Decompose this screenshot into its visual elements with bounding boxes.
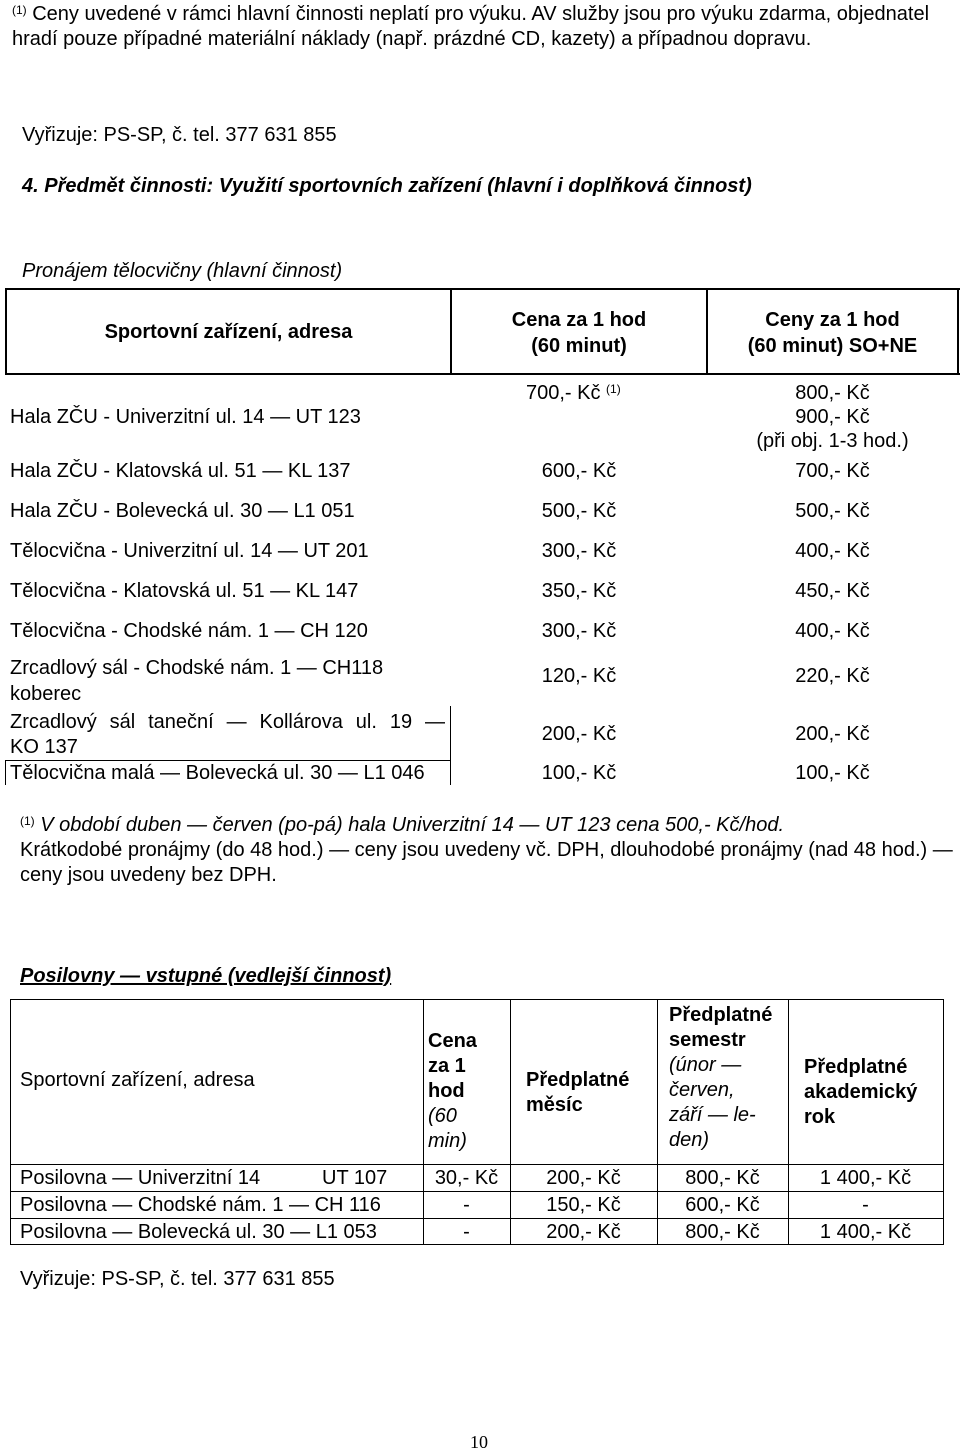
gym-row-price: 30,- Kč <box>434 1167 499 1189</box>
gym-header-facility: Sportovní zařízení, adresa <box>20 1069 255 1091</box>
table-row-weekend: 200,- Kč <box>795 723 870 745</box>
table-row-name: Tělocvična - Klatovská ul. 51 — KL 147 <box>10 580 359 602</box>
gym-row-name: Posilovna — Univerzitní 14 <box>20 1167 261 1189</box>
page-number: 10 <box>470 1432 488 1452</box>
table-row-price: 600,- Kč <box>541 460 617 482</box>
table-row-weekend: 800,- Kč <box>795 382 870 404</box>
table-row-weekend: 450,- Kč <box>795 580 870 602</box>
table-row-weekend: 900,- Kč <box>795 406 870 428</box>
table-row-name: Hala ZČU - Klatovská ul. 51 — KL 137 <box>10 460 351 482</box>
table-row-price: 300,- Kč <box>541 620 617 642</box>
gym-row-month: 150,- Kč <box>546 1194 621 1216</box>
gym-row-semester: 800,- Kč <box>685 1221 760 1243</box>
gym-row-code: UT 107 <box>322 1167 388 1189</box>
gym-row-semester: 800,- Kč <box>685 1167 760 1189</box>
table-row-name: Tělocvična - Chodské nám. 1 — CH 120 <box>10 620 368 642</box>
table-row-price: 500,- Kč <box>541 500 617 522</box>
gym-header-year: Předplatné akademický rok <box>804 1056 918 1128</box>
table-row-name: Hala ZČU - Bolevecká ul. 30 — L1 051 <box>10 500 355 522</box>
table-header-facility: Sportovní zařízení, adresa <box>104 321 353 343</box>
table-row-name-sub: KO 137 <box>10 736 78 758</box>
table-row-name: Tělocvična - Univerzitní ul. 14 — UT 201 <box>10 540 369 562</box>
gym-row-price: - <box>463 1221 470 1243</box>
table-row-weekend: 400,- Kč <box>795 620 870 642</box>
table-row-weekend: 100,- Kč <box>795 762 870 784</box>
table-row-name-sub: koberec <box>10 683 82 705</box>
table-row-name: Hala ZČU - Univerzitní ul. 14 — UT 123 <box>10 406 361 428</box>
table-row-weekend: 500,- Kč <box>795 500 870 522</box>
gym-row-semester: 600,- Kč <box>685 1194 760 1216</box>
gym-header-semester: Předplatné semestr (únor — červen, září — le- den) <box>669 1004 773 1151</box>
gym-header-price: Cena za 1 hod (60 min) <box>428 1030 477 1152</box>
table-row-weekend: 700,- Kč <box>795 460 870 482</box>
footnote-marker: (1) <box>20 814 35 828</box>
gym-row-year: 1 400,- Kč <box>819 1221 912 1243</box>
section-heading: 4. Předmět činnosti: Využití sportovních zařízení (hlavní i doplňková činnost) <box>22 175 752 197</box>
table-row-name: Tělocvična malá — Bolevecká ul. 30 — L1 046 <box>10 762 425 784</box>
table-row-price: 200,- Kč <box>541 723 617 745</box>
table-row-weekend-note: (při obj. 1-3 hod.) <box>756 430 909 452</box>
table-row-weekend: 220,- Kč <box>795 665 870 687</box>
table-row-weekend: 400,- Kč <box>795 540 870 562</box>
table-row-price: 300,- Kč <box>541 540 617 562</box>
gym-row-price: - <box>463 1194 470 1216</box>
gym-row-name: Posilovna — Bolevecká ul. 30 — L1 053 <box>20 1221 377 1243</box>
table-row-price: 350,- Kč <box>541 580 617 602</box>
section2-heading: Posilovny — vstupné (vedlejší činnost) <box>20 965 392 987</box>
footnote-marker: (1) <box>12 3 27 17</box>
table-row-price: 120,- Kč <box>541 665 617 687</box>
table-row-price: 100,- Kč <box>541 762 617 784</box>
footnote-text: Ceny uvedené v rámci hlavní činnosti neplatí pro výuku. AV služby jsou pro výuku zdarma, objednatel hradí pouze případné materiální náklady (např. prázdné CD, kazety) a případnou dopravu. <box>12 3 930 50</box>
subsection-title: Pronájem tělocvičny (hlavní činnost) <box>22 260 343 282</box>
gym-row-month: 200,- Kč <box>546 1167 621 1189</box>
gym-row-month: 200,- Kč <box>546 1221 621 1243</box>
table-header-weekend-sub: (60 minut) SO+NE <box>747 335 918 357</box>
table-row-name: Zrcadlový sál - Chodské nám. 1 — CH118 <box>10 657 384 679</box>
footnote-text: Krátkodobé pronájmy (do 48 hod.) — ceny jsou uvedeny vč. DPH, dlouhodobé pronájmy (nad 48 hod.) — ceny jsou uvedeny bez DPH. <box>20 839 953 886</box>
gym-header-month: Předplatné měsíc <box>526 1069 630 1116</box>
contact-line-2: Vyřizuje: PS-SP, č. tel. 377 631 855 <box>20 1268 335 1290</box>
table-header-price-sub: (60 minut) <box>531 335 627 357</box>
table-header-price: Cena za 1 hod <box>511 309 647 331</box>
gym-row-year: 1 400,- Kč <box>819 1167 912 1189</box>
footnote-italic: V období duben — červen (po-pá) hala Univerzitní 14 — UT 123 cena 500,- Kč/hod. <box>40 814 784 836</box>
table-row-name: Zrcadlový sál taneční — Kollárova ul. 19 — <box>10 711 445 733</box>
contact-line: Vyřizuje: PS-SP, č. tel. 377 631 855 <box>22 124 337 146</box>
table-header-weekend: Ceny za 1 hod <box>765 309 900 331</box>
table-row-price: 700,- Kč $^{(1)}$ <box>526 382 621 404</box>
gym-row-year: - <box>862 1194 869 1216</box>
gym-row-name: Posilovna — Chodské nám. 1 — CH 116 <box>20 1194 381 1216</box>
